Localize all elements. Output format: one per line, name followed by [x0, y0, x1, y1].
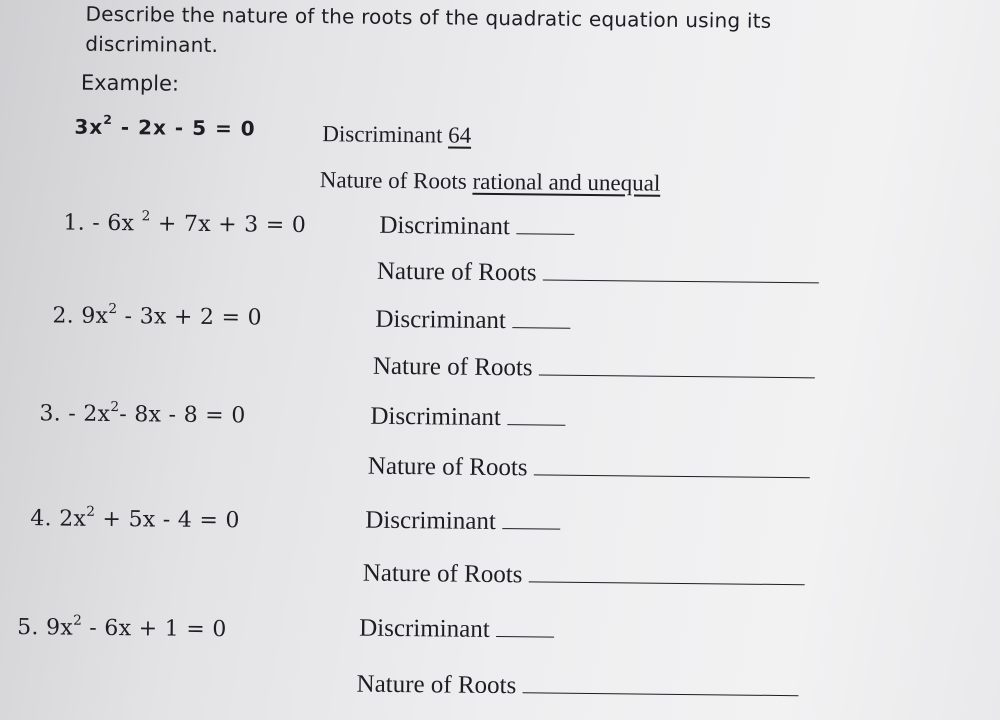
item-4-discriminant — [365, 507, 560, 537]
example-label: Example: — [80, 70, 180, 96]
item-5-discriminant-label: Discriminant — [359, 614, 490, 643]
item-3-term-a: - 2x — [68, 401, 111, 427]
item-2-number: 2. — [52, 303, 75, 329]
item-4-discriminant-blank[interactable] — [502, 527, 560, 530]
item-4-term-a: 2x — [59, 506, 87, 532]
item-3-discriminant-blank[interactable] — [507, 423, 565, 426]
item-4-term-rest: + 5x - 4 = 0 — [95, 506, 240, 534]
example-equation-exponent: 2 — [103, 112, 114, 128]
example-equation — [74, 112, 256, 141]
item-4-nature-blank[interactable] — [528, 580, 804, 585]
item-5-nature-blank[interactable] — [522, 691, 798, 696]
example-equation-rest: - 2x - 5 = 0 — [112, 114, 256, 141]
example-equation-coef: 3x — [74, 114, 104, 139]
item-3-nature-blank[interactable] — [534, 473, 810, 478]
item-2-discriminant — [375, 306, 570, 336]
item-2-discriminant-label: Discriminant — [375, 305, 507, 335]
item-5-exponent: 2 — [73, 612, 83, 629]
item-5-discriminant-blank[interactable] — [496, 635, 554, 638]
item-3-equation — [39, 398, 246, 429]
example-nature-value: rational and unequal — [472, 168, 661, 196]
item-1-number: 1. — [63, 210, 86, 236]
item-1-nature — [377, 258, 819, 291]
item-3-exponent: 2 — [110, 398, 120, 415]
item-1-discriminant-blank[interactable] — [516, 232, 574, 235]
item-4-discriminant-label: Discriminant — [365, 506, 496, 536]
item-2-term-rest: - 3x + 2 = 0 — [117, 304, 263, 331]
item-4-nature — [363, 560, 805, 593]
item-1-term-a: - 6x — [92, 210, 142, 237]
item-5-nature-label: Nature of Roots — [356, 670, 517, 700]
item-2-term-a: 9x — [81, 303, 109, 329]
item-3-term-rest: - 8x - 8 = 0 — [119, 402, 246, 429]
item-1-exponent: 2 — [141, 207, 151, 225]
example-discriminant-value: 64 — [448, 122, 472, 148]
item-4-exponent: 2 — [86, 503, 96, 520]
item-4-equation — [30, 503, 240, 534]
item-5-equation — [17, 612, 227, 643]
item-4-nature-label: Nature of Roots — [362, 559, 523, 589]
item-2-nature-blank[interactable] — [539, 373, 815, 378]
item-5-term-a: 9x — [45, 615, 74, 641]
example-nature — [320, 167, 661, 197]
item-1-nature-label: Nature of Roots — [376, 257, 537, 287]
item-2-discriminant-blank[interactable] — [512, 326, 570, 329]
item-1-term-rest: + 7x + 3 = 0 — [150, 211, 307, 239]
example-discriminant — [322, 121, 471, 149]
item-2-nature — [373, 353, 815, 386]
item-2-equation — [52, 300, 263, 331]
item-3-nature-label: Nature of Roots — [367, 452, 528, 482]
item-3-nature — [368, 453, 810, 486]
item-4-number: 4. — [30, 506, 53, 532]
item-5-nature — [356, 671, 798, 704]
item-1-equation — [63, 207, 307, 239]
item-2-exponent: 2 — [108, 300, 118, 317]
item-1-nature-blank[interactable] — [543, 278, 819, 283]
item-3-discriminant — [370, 403, 565, 433]
item-5-number: 5. — [17, 615, 39, 641]
instructions-text: Describe the nature of the roots of the quadratic equation using its discriminant. — [85, 1, 772, 58]
item-5-term-rest: - 6x + 1 = 0 — [81, 615, 227, 643]
item-2-nature-label: Nature of Roots — [372, 352, 533, 382]
item-5-discriminant — [359, 615, 554, 645]
example-discriminant-label: Discriminant — [322, 121, 443, 148]
example-nature-label: Nature of Roots — [319, 167, 467, 194]
item-3-discriminant-label: Discriminant — [370, 402, 502, 432]
item-3-number: 3. — [39, 401, 62, 427]
item-1-discriminant — [379, 212, 574, 242]
item-1-discriminant-label: Discriminant — [379, 211, 511, 241]
